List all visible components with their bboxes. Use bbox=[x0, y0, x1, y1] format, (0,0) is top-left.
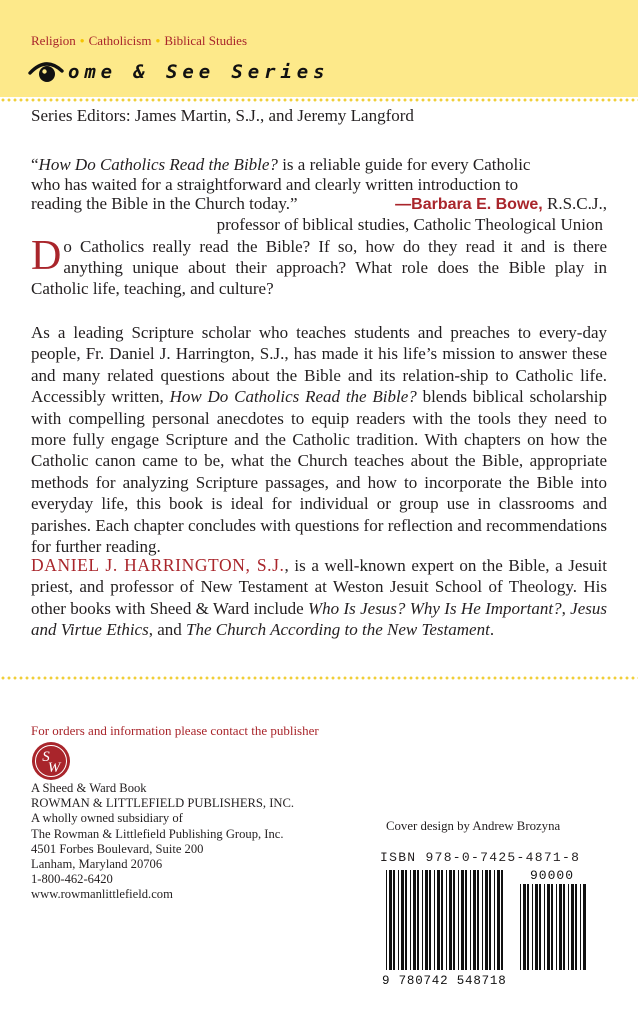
barcode-bar bbox=[485, 870, 488, 970]
bullet-icon: ● bbox=[155, 36, 161, 45]
barcode-bar bbox=[523, 884, 526, 970]
bullet-icon: ● bbox=[79, 36, 85, 45]
barcode-bar bbox=[422, 870, 423, 970]
category-religion: Religion bbox=[31, 33, 76, 48]
barcode-bar bbox=[539, 884, 541, 970]
category-catholicism: Catholicism bbox=[88, 33, 152, 48]
cover-design-credit: Cover design by Andrew Brozyna bbox=[386, 819, 561, 833]
barcode-bar bbox=[441, 870, 443, 970]
barcode-bar bbox=[425, 870, 428, 970]
svg-text:W: W bbox=[47, 760, 61, 776]
barcode-bar bbox=[401, 870, 404, 970]
barcode-bar bbox=[583, 884, 586, 970]
barcode-bar bbox=[470, 870, 471, 970]
barcode-bar bbox=[563, 884, 565, 970]
barcode-bar bbox=[527, 884, 529, 970]
barcode-bar bbox=[434, 870, 435, 970]
barcode-bar bbox=[465, 870, 467, 970]
dotted-divider bbox=[0, 675, 638, 681]
barcode-digits: 9 780742 548718 bbox=[382, 974, 507, 988]
barcode-bar bbox=[410, 870, 411, 970]
description-paragraph: As a leading Scripture scholar who teaches students and preaches to every-day people, Fr. Daniel J. Harrington, S.J., has made it his life’s mission to answer these and many related questions about the Bible and its relation-ship to Catholic life. Accessibly written, How Do Catholics Read the Bible? blends biblical scholarship with compelling personal anecdotes to equip readers with the tools they need to more fully engage Scripture and the Catholic tradition. With chapters on how the Catholic canon came to be, what the Church teaches about the Bible, appropriate methods for analyzing Scripture passages, and how to incorporate the Bible into everyday life, this book is ideal for individual or group use in classrooms and parishes. Each chapter concludes with questions for reflection and recommendations for further reading. bbox=[31, 323, 607, 557]
sheed-ward-logo-icon bbox=[31, 741, 71, 781]
barcode-bar bbox=[449, 870, 452, 970]
eye-icon bbox=[28, 58, 64, 88]
endorsement-quote: “How Do Catholics Read the Bible? is a reliable guide for every Catholic who has waited for a straightforward and clearly written introduction to reading the Bible in the Church today.” —Barbara E. Bowe, R.S.C.J., professor of biblical studies, Catholic Theological Union bbox=[31, 155, 607, 234]
barcode-bar bbox=[580, 884, 581, 970]
barcode-bar bbox=[535, 884, 538, 970]
barcode-bar bbox=[520, 884, 521, 970]
author-name: DANIEL J. HARRINGTON, S.J. bbox=[31, 555, 285, 575]
barcode-bar bbox=[547, 884, 550, 970]
barcode-bar bbox=[429, 870, 431, 970]
barcode-bar bbox=[568, 884, 569, 970]
barcode-bar bbox=[389, 870, 392, 970]
barcode-bar bbox=[458, 870, 459, 970]
price-code: 90000 bbox=[529, 868, 575, 883]
barcode-bar bbox=[437, 870, 440, 970]
barcode-bar bbox=[489, 870, 491, 970]
barcode-bar bbox=[413, 870, 416, 970]
barcode-bar bbox=[482, 870, 483, 970]
barcode-bar bbox=[473, 870, 476, 970]
barcode-bar bbox=[477, 870, 479, 970]
barcode-bar bbox=[571, 884, 574, 970]
series-title: ome & See Series bbox=[68, 61, 330, 83]
attribution-affiliation: professor of biblical studies, Catholic Theological Union bbox=[216, 214, 603, 234]
barcode bbox=[380, 866, 596, 988]
quote-attribution: —Barbara E. Bowe, R.S.C.J., bbox=[395, 194, 607, 214]
orders-line: For orders and information please contact the publisher bbox=[31, 723, 319, 738]
isbn: ISBN 978-0-7425-4871-8 bbox=[380, 850, 581, 865]
barcode-bar bbox=[551, 884, 553, 970]
series-editors: Series Editors: James Martin, S.J., and Jeremy Langford bbox=[31, 106, 414, 125]
barcode-bar bbox=[501, 870, 503, 970]
header-band bbox=[0, 0, 638, 97]
barcode-bar bbox=[575, 884, 577, 970]
publisher-info: A Sheed & Ward Book ROWMAN & LITTLEFIELD PUBLISHERS, INC. A wholly owned subsidiary of The Rowman & Littlefield Publishing Group, Inc. 4501 Forbes Boulevard, Suite 200 Lanham, Maryland 20706 1-800-462-6420 www.rowmanlittlefield.com bbox=[31, 781, 295, 902]
barcode-bar bbox=[393, 870, 395, 970]
barcode-bar bbox=[544, 884, 545, 970]
dotted-divider bbox=[0, 97, 638, 103]
barcode-bar bbox=[532, 884, 533, 970]
barcode-bar bbox=[556, 884, 557, 970]
publisher-website: www.rowmanlittlefield.com bbox=[31, 887, 173, 902]
intro-paragraph: Do Catholics really read the Bible? If so, how do they read it and is there anything unique about their approach? What role does the Bible play in Catholic life, teaching, and culture? bbox=[31, 233, 607, 298]
barcode-bar bbox=[497, 870, 500, 970]
barcode-bar bbox=[405, 870, 407, 970]
barcode-bar bbox=[417, 870, 419, 970]
book-title: How Do Catholics Read the Bible? bbox=[169, 387, 417, 407]
quote-book-title: How Do Catholics Read the Bible? bbox=[38, 155, 278, 174]
barcode-bar bbox=[559, 884, 562, 970]
barcode-bar bbox=[461, 870, 464, 970]
drop-cap: D bbox=[31, 233, 62, 279]
barcode-bar bbox=[494, 870, 495, 970]
barcode-bar bbox=[446, 870, 447, 970]
barcode-bar bbox=[386, 870, 387, 970]
category-list bbox=[31, 33, 247, 49]
svg-text:S: S bbox=[42, 749, 50, 765]
barcode-bar bbox=[398, 870, 399, 970]
category-biblical-studies: Biblical Studies bbox=[164, 33, 248, 48]
barcode-bar bbox=[453, 870, 455, 970]
author-bio: DANIEL J. HARRINGTON, S.J., is a well-known expert on the Bible, a Jesuit priest, and professor of New Testament at Weston Jesuit School of Theology. His other books with Sheed & Ward include Who Is Jesus? Why Is He Important?, Jesus and Virtue Ethics, and The Church According to the New Testament. bbox=[31, 555, 607, 640]
